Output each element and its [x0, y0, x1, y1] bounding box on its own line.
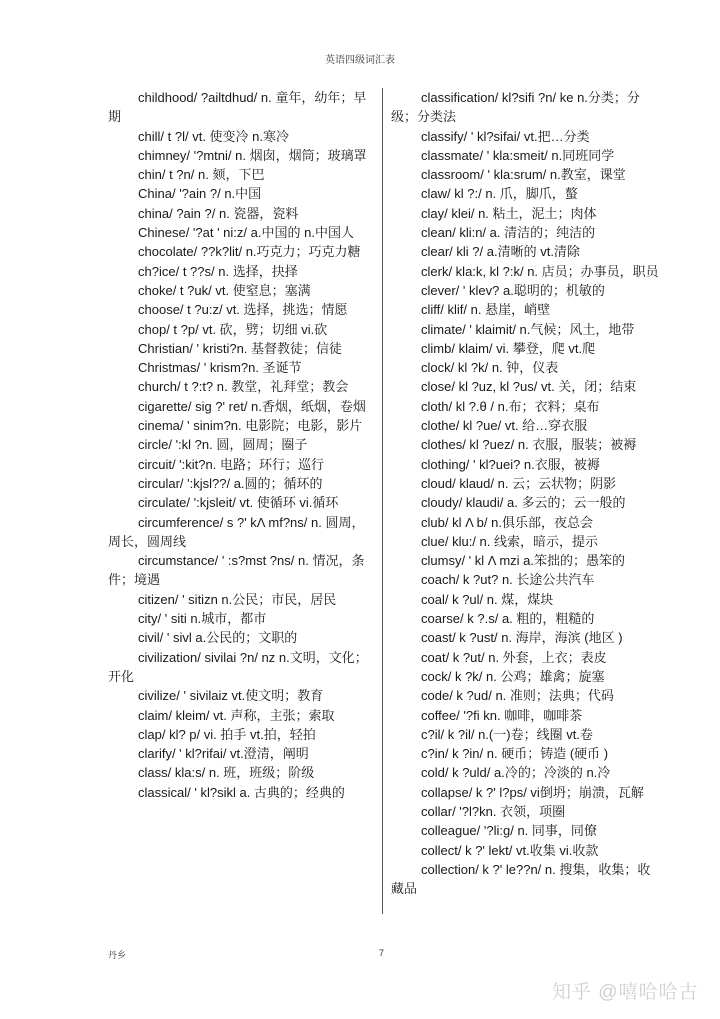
entry-definition: n. 线索，暗示，提示: [475, 533, 599, 549]
entry-word: coach/: [421, 572, 460, 588]
entry-phonetic: ':kl ?n.: [171, 437, 213, 453]
entry-phonetic: ' sivilaiz vt.: [179, 688, 246, 704]
entry-definition: 聪明的；机敏的: [513, 282, 605, 298]
entry-phonetic: ' siti n.: [161, 611, 202, 627]
vocab-entry: [108, 686, 376, 705]
entry-phonetic: ' kristi?n.: [192, 340, 248, 356]
footer-left-text: 丹乡: [108, 950, 127, 960]
vocab-entry: [391, 513, 663, 532]
entry-word: china/: [138, 205, 173, 221]
entry-word: Christian/: [138, 340, 193, 356]
entry-phonetic: '?mtni/: [190, 147, 232, 163]
entry-word: coat/: [421, 649, 450, 665]
entry-word: collar/: [421, 803, 456, 819]
entry-word: clarify/: [138, 746, 176, 762]
entry-phonetic: kleim/: [171, 707, 210, 723]
entry-phonetic: ?ailtdhud/: [197, 90, 258, 105]
entry-phonetic: ?ain ?/: [172, 205, 216, 221]
vocab-entry: [108, 358, 376, 377]
entry-word: chill/: [138, 128, 165, 144]
entry-definition: n. 煤，煤块: [483, 591, 554, 607]
entry-phonetic: t ??s/: [179, 263, 215, 279]
entry-phonetic: kla:k, kl ?:k/: [452, 263, 524, 279]
entry-definition: n. 外套，上衣；表皮: [484, 649, 607, 665]
entry-definition: n.中国: [220, 186, 262, 202]
entry-definition: 圆，圆周；圈子: [212, 437, 308, 453]
entry-phonetic: '?ain ?/: [175, 186, 221, 202]
entry-definition: 布；衣料；桌布: [508, 398, 600, 414]
entry-definition: n. 搜集，收集；收藏品: [391, 861, 651, 897]
entry-definition: 公民；市民，居民: [232, 591, 337, 607]
entry-definition: n. 衣领，项圈: [485, 803, 566, 819]
entry-definition: a.清晰的 vt.清除: [483, 244, 580, 260]
vocab-entry: [108, 242, 376, 261]
vocab-entry: [391, 667, 663, 686]
vocab-entry: [391, 474, 663, 493]
entry-definition: n. 衣服，服装；被褥: [514, 437, 637, 453]
vocab-entry: [391, 706, 663, 725]
entry-phonetic: ' kl?rifai/ vt.: [175, 746, 244, 762]
entry-phonetic: ??k?lit/: [197, 244, 243, 260]
entry-definition: n. 同事，同僚: [513, 823, 597, 839]
entry-word: clumsy/: [421, 553, 466, 569]
entry-definition: n. 选择，抉择: [214, 263, 298, 279]
entry-phonetic: k ?ul/: [448, 591, 484, 607]
entry-definition: n. 烟囱，烟筒；玻璃罩: [231, 147, 367, 163]
page-header-title: 英语四级词汇表: [325, 55, 395, 66]
entry-definition: 城市，都市: [201, 611, 267, 627]
entry-word: clear/: [421, 244, 453, 260]
entry-word: civilization/: [138, 649, 201, 665]
entry-phonetic: k ?uld/: [448, 765, 491, 781]
entry-phonetic: kl ?uz, kl ?us/: [454, 379, 538, 395]
entry-definition: n.巧克力；巧克力糖: [242, 244, 361, 260]
page-number: 7: [379, 948, 385, 958]
entry-definition: n. 硬币；铸造 (硬币 ): [483, 746, 609, 762]
vocab-entry: [108, 783, 376, 802]
entry-word: cloudy/: [421, 495, 463, 511]
entry-phonetic: t ?uk/: [176, 282, 212, 298]
entry-word: circumference/: [138, 514, 224, 530]
entry-definition: 分类；分级；分类法: [391, 90, 640, 125]
vocab-entry: [391, 821, 663, 840]
vocab-entry: [108, 262, 376, 281]
entry-word: Chinese/: [138, 225, 190, 241]
entry-definition: n. 瓷器，瓷料: [215, 205, 299, 221]
column-divider: [382, 88, 383, 914]
entry-definition: a.冷的；冷淡的 n.冷: [490, 765, 611, 781]
entry-definition: 香烟，纸烟，卷烟: [261, 398, 366, 414]
right-column: [391, 88, 663, 898]
entry-word: c?in/: [421, 746, 449, 762]
vocab-entry: [108, 513, 376, 552]
entry-phonetic: ' kla:srum/ n.: [483, 167, 561, 183]
vocab-entry: [108, 590, 376, 609]
entry-phonetic: klaim/: [454, 340, 493, 356]
entry-definition: 衣服，被褥: [534, 456, 600, 472]
entry-word: c?il/: [421, 726, 445, 742]
entry-phonetic: kl ?k/: [454, 360, 489, 376]
entry-definition: a.圆的；循环的: [230, 475, 323, 491]
entry-word: China/: [138, 186, 176, 202]
vocab-entry: [108, 223, 376, 242]
entry-word: classmate/: [421, 147, 484, 163]
entry-definition: n. 店员；办事员，职员: [523, 263, 659, 279]
entry-word: circulate/: [138, 495, 191, 511]
entry-phonetic: ' kla:smeit/ n.: [483, 147, 563, 163]
vocab-entry: [391, 570, 663, 589]
entry-definition: n. 班，班级；阶级: [205, 765, 315, 781]
entry-definition: vt. 选择，挑选；情愿: [222, 302, 348, 318]
entry-phonetic: '?fi k: [459, 707, 490, 723]
entry-phonetic: t ?u:z/: [183, 302, 223, 318]
entry-definition: n.(一)卷；线圈 vt.卷: [474, 726, 593, 742]
vocab-entry: [391, 127, 663, 146]
vocab-entry: [391, 435, 663, 454]
entry-word: cigarette/: [138, 398, 192, 414]
entry-phonetic: ' kl?sikl a.: [190, 784, 251, 800]
entry-definition: n. 悬崖，峭壁: [467, 302, 551, 318]
entry-phonetic: ':kit?n.: [175, 456, 217, 472]
entry-phonetic: k ?ust/: [455, 630, 498, 646]
entry-word: coast/: [421, 630, 456, 646]
entry-word: claw/: [421, 186, 451, 202]
entry-word: cock/: [421, 668, 452, 684]
entry-phonetic: ' krism?n.: [200, 360, 259, 376]
vocab-entry: [391, 165, 663, 184]
vocab-entry: [108, 281, 376, 300]
entry-phonetic: s ?' kΛ mf?ns/: [223, 514, 308, 530]
entry-word: classify/: [421, 128, 468, 144]
vocab-entry: [391, 609, 663, 628]
vocab-entry: [108, 474, 376, 493]
vocab-entry: [391, 146, 663, 165]
entry-phonetic: ' sinim?n.: [183, 418, 242, 434]
entry-definition: n. 海岸，海滨 (地区 ): [497, 630, 623, 646]
entry-word: city/: [138, 611, 162, 627]
entry-definition: 收集 vi.收款: [529, 842, 599, 858]
entry-definition: 气候；风土，地带: [530, 321, 635, 337]
entry-phonetic: t ?n/: [165, 167, 195, 183]
entry-phonetic: k ?ud/: [452, 688, 492, 704]
entry-definition: 古典的；经典的: [250, 784, 345, 800]
vocab-entry: [391, 628, 663, 647]
vocab-entry: [108, 551, 376, 590]
entry-phonetic: ':kjsl??/: [183, 475, 231, 491]
left-column: [108, 88, 376, 802]
entry-phonetic: '?l?k: [455, 803, 486, 819]
vocab-entry: [391, 686, 663, 705]
vocab-entry: [108, 763, 376, 782]
vocab-entry: [108, 744, 376, 763]
entry-phonetic: k ?' l?ps/ vi: [472, 784, 540, 800]
entry-definition: 倒坍；崩溃，瓦解: [539, 784, 644, 800]
vocab-entry: [391, 725, 663, 744]
entry-word: circle/: [138, 437, 172, 453]
vocab-entry: [391, 339, 663, 358]
entry-definition: 使文明；教育: [245, 688, 324, 704]
entry-word: chin/: [138, 167, 166, 183]
vocab-entry: [108, 146, 376, 165]
entry-word: Christmas/: [138, 360, 201, 376]
vocab-entry: [108, 706, 376, 725]
entry-definition: vt. 给…穿衣服: [501, 418, 588, 434]
entry-phonetic: klif/: [443, 302, 468, 318]
vocab-entry: [108, 628, 376, 647]
vocab-entry: [391, 184, 663, 203]
entry-phonetic: k ?il/: [444, 726, 475, 742]
entry-word: classification/: [421, 90, 499, 105]
vocab-entry: [391, 455, 663, 474]
vocab-entry: [108, 455, 376, 474]
entry-word: class/: [138, 765, 172, 781]
entry-word: clothes/: [421, 437, 466, 453]
vocab-entry: [108, 416, 376, 435]
entry-word: colleague/: [421, 823, 481, 839]
entry-definition: 俱乐部，夜总会: [501, 514, 593, 530]
entry-phonetic: kl Λ b/ n.: [448, 514, 502, 530]
vocab-entry: [108, 648, 376, 687]
vocab-entry: [391, 590, 663, 609]
vocab-entry: [108, 88, 376, 127]
entry-definition: vt. 砍，劈；切细 vi.砍: [198, 321, 328, 337]
entry-phonetic: klaudi/: [462, 495, 504, 511]
entry-word: civil/: [138, 630, 164, 646]
vocab-entry: [391, 493, 663, 512]
entry-definition: vi. 拍手 vt.拍，轻拍: [200, 726, 316, 742]
vocab-entry: [108, 493, 376, 512]
entry-phonetic: ' sivl a.: [163, 630, 207, 646]
entry-word: collection/: [421, 861, 479, 877]
entry-definition: n. 咖啡，咖啡茶: [489, 707, 583, 723]
entry-word: circumstance/: [138, 553, 219, 569]
entry-definition: n. 公鸡；雄禽；旋塞: [482, 668, 605, 684]
entry-word: climate/: [421, 321, 466, 337]
entry-word: clap/: [138, 726, 166, 742]
vocab-entry: [391, 204, 663, 223]
entry-definition: a. 清洁的；纯洁的: [486, 225, 596, 241]
entry-phonetic: kl ?:/: [450, 186, 482, 202]
entry-phonetic: sivilai ?n/ nz n.: [200, 649, 290, 665]
entry-definition: a. 多云的；云一般的: [503, 495, 626, 511]
vocab-entry: [391, 300, 663, 319]
entry-word: club/: [421, 514, 449, 530]
entry-definition: vt. 使循环 vi.循环: [235, 495, 339, 511]
entry-definition: vi. 攀登，爬 vt.爬: [492, 340, 596, 356]
entry-word: childhood/: [138, 90, 198, 105]
entry-definition: n. 情况，条件；境遇: [108, 553, 365, 588]
vocab-entry: [108, 165, 376, 184]
entry-definition: 基督教徒；信徒: [247, 340, 343, 356]
entry-definition: 公民的；文职的: [206, 630, 298, 646]
vocab-entry: [108, 300, 376, 319]
entry-word: classroom/: [421, 167, 484, 183]
entry-phonetic: t ?p/: [169, 321, 199, 337]
entry-word: clerk/: [421, 263, 453, 279]
entry-definition: a. 粗的，粗糙的: [498, 611, 595, 627]
entry-word: circular/: [138, 475, 184, 491]
entry-word: coarse/: [421, 611, 464, 627]
vocab-entry: [391, 841, 663, 860]
vocab-entry: [391, 242, 663, 261]
vocab-entry: [391, 783, 663, 802]
entry-phonetic: '?li:g/: [480, 823, 514, 839]
entry-phonetic: kli ?/: [452, 244, 484, 260]
entry-word: clever/: [421, 282, 460, 298]
entry-word: civilize/: [138, 688, 180, 704]
entry-word: collapse/: [421, 784, 473, 800]
vocab-entry: [391, 416, 663, 435]
vocab-entry: [391, 744, 663, 763]
entry-phonetic: ' kl?uei? n.: [469, 456, 535, 472]
entry-definition: n. 圆周，周长，圆周线: [108, 514, 365, 549]
vocab-entry: [108, 435, 376, 454]
entry-word: classical/: [138, 784, 191, 800]
entry-phonetic: k ?k/: [451, 668, 483, 684]
entry-definition: n. 云；云状物；阴影: [494, 475, 617, 491]
entry-phonetic: klaud/: [455, 475, 495, 491]
entry-phonetic: ' kl Λ mzi a.: [465, 553, 535, 569]
entry-definition: vt. 声称，主张；索取: [209, 707, 335, 723]
vocab-entry: [108, 609, 376, 628]
entry-phonetic: t ?:t?: [180, 379, 214, 395]
entry-phonetic: t ?l/: [164, 128, 189, 144]
entry-phonetic: k ?ut?: [459, 572, 499, 588]
vocab-entry: [391, 802, 663, 821]
entry-phonetic: ':kjsleit/: [190, 495, 236, 511]
entry-definition: 澄清，阐明: [243, 746, 309, 762]
entry-word: church/: [138, 379, 181, 395]
entry-word: ch?ice/: [138, 263, 180, 279]
entry-word: close/: [421, 379, 455, 395]
entry-word: cliff/: [421, 302, 444, 318]
entry-phonetic: kl ?.θ / n.: [452, 398, 509, 414]
entry-word: code/: [421, 688, 453, 704]
entry-definition: 电路；环行；巡行: [216, 456, 324, 472]
entry-definition: n. 钟，仪表: [488, 360, 559, 376]
entry-word: clay/: [421, 205, 448, 221]
vocab-entry: [391, 223, 663, 242]
vocab-entry: [391, 551, 663, 570]
entry-word: clothing/: [421, 456, 470, 472]
vocab-entry: [391, 377, 663, 396]
vocab-entry: [108, 184, 376, 203]
entry-definition: 笨拙的；愚笨的: [534, 553, 626, 569]
entry-word: cold/: [421, 765, 449, 781]
entry-phonetic: k ?.s/: [463, 611, 499, 627]
entry-word: clue/: [421, 533, 449, 549]
entry-word: choose/: [138, 302, 184, 318]
entry-definition: 圣诞节: [258, 360, 302, 376]
entry-word: chop/: [138, 321, 170, 337]
vocab-entry: [391, 532, 663, 551]
entry-phonetic: sig ?' ret/ n.: [191, 398, 262, 414]
entry-definition: vt. 关，闭；结束: [537, 379, 637, 395]
entry-word: cloth/: [421, 398, 453, 414]
entry-word: citizen/: [138, 591, 179, 607]
entry-definition: vt. 使窒息；塞满: [211, 282, 311, 298]
vocab-entry: [391, 397, 663, 416]
vocab-entry: [108, 127, 376, 146]
entry-phonetic: ' :s?mst ?ns/: [218, 553, 295, 569]
entry-definition: vt. 使变冷 n.寒冷: [188, 128, 289, 144]
entry-phonetic: k ?in/: [448, 746, 484, 762]
entry-phonetic: ' kl?sifai/ vt.: [467, 128, 538, 144]
entry-phonetic: k ?' lekt/ vt.: [461, 842, 530, 858]
vocab-entry: [391, 88, 663, 127]
entry-definition: 文明，文化；开化: [108, 649, 368, 684]
vocab-entry: [391, 648, 663, 667]
watermark: 知乎 @嘻哈哈古: [552, 982, 699, 1003]
entry-word: chocolate/: [138, 244, 198, 260]
entry-definition: n. 准则；法典；代码: [491, 688, 614, 704]
entry-word: coffee/: [421, 707, 460, 723]
vocab-entry: [108, 204, 376, 223]
entry-phonetic: kl? p/: [165, 726, 201, 742]
entry-phonetic: ' klev? a.: [459, 282, 514, 298]
entry-phonetic: kl ?ue/: [459, 418, 502, 434]
entry-word: clothe/: [421, 418, 460, 434]
entry-phonetic: ' sitizn n.: [178, 591, 233, 607]
entry-word: clock/: [421, 360, 455, 376]
vocab-entry: [108, 377, 376, 396]
entry-definition: n. 童年，幼年；早期: [108, 90, 367, 125]
entry-phonetic: ' klaimit/ n.: [465, 321, 531, 337]
entry-word: climb/: [421, 340, 455, 356]
entry-definition: 教室，课堂: [560, 167, 626, 183]
entry-phonetic: '?at ' ni:z/ a.: [189, 225, 262, 241]
entry-definition: n. 教堂，礼拜堂；教会: [213, 379, 349, 395]
entry-phonetic: klei/: [447, 205, 475, 221]
entry-definition: 把…分类: [537, 128, 590, 144]
entry-phonetic: kla:s/: [171, 765, 206, 781]
entry-phonetic: k ?ut/: [449, 649, 485, 665]
vocab-entry: [391, 763, 663, 782]
vocab-entry: [391, 320, 663, 339]
entry-definition: 中国的 n.中国人: [261, 225, 354, 241]
entry-definition: 电影院；电影，影片: [241, 418, 363, 434]
vocab-entry: [108, 339, 376, 358]
entry-word: claim/: [138, 707, 172, 723]
vocab-entry: [391, 358, 663, 377]
vocab-entry: [108, 397, 376, 416]
entry-word: cinema/: [138, 418, 184, 434]
entry-phonetic: kli:n/: [455, 225, 487, 241]
entry-word: collect/: [421, 842, 462, 858]
vocab-entry: [391, 281, 663, 300]
entry-definition: n. 长途公共汽车: [498, 572, 595, 588]
vocab-entry: [391, 262, 663, 281]
entry-definition: n. 粘土，泥土；肉体: [474, 205, 597, 221]
entry-phonetic: kl?sifi ?n/ ke n.: [498, 90, 588, 105]
entry-definition: 同班同学: [562, 147, 615, 163]
entry-definition: n. 爪，脚爪，螯: [481, 186, 578, 202]
vocab-entry: [108, 725, 376, 744]
entry-phonetic: k ?' le??n/: [478, 861, 542, 877]
entry-word: coal/: [421, 591, 449, 607]
entry-word: choke/: [138, 282, 177, 298]
vocab-entry: [108, 320, 376, 339]
entry-phonetic: kl ?uez/: [465, 437, 515, 453]
entry-word: cloud/: [421, 475, 456, 491]
entry-word: clean/: [421, 225, 456, 241]
entry-phonetic: klu:/: [448, 533, 476, 549]
vocab-entry: [391, 860, 663, 899]
entry-definition: n. 颏，下巴: [194, 167, 265, 183]
entry-word: circuit/: [138, 456, 176, 472]
entry-word: chimney/: [138, 147, 191, 163]
